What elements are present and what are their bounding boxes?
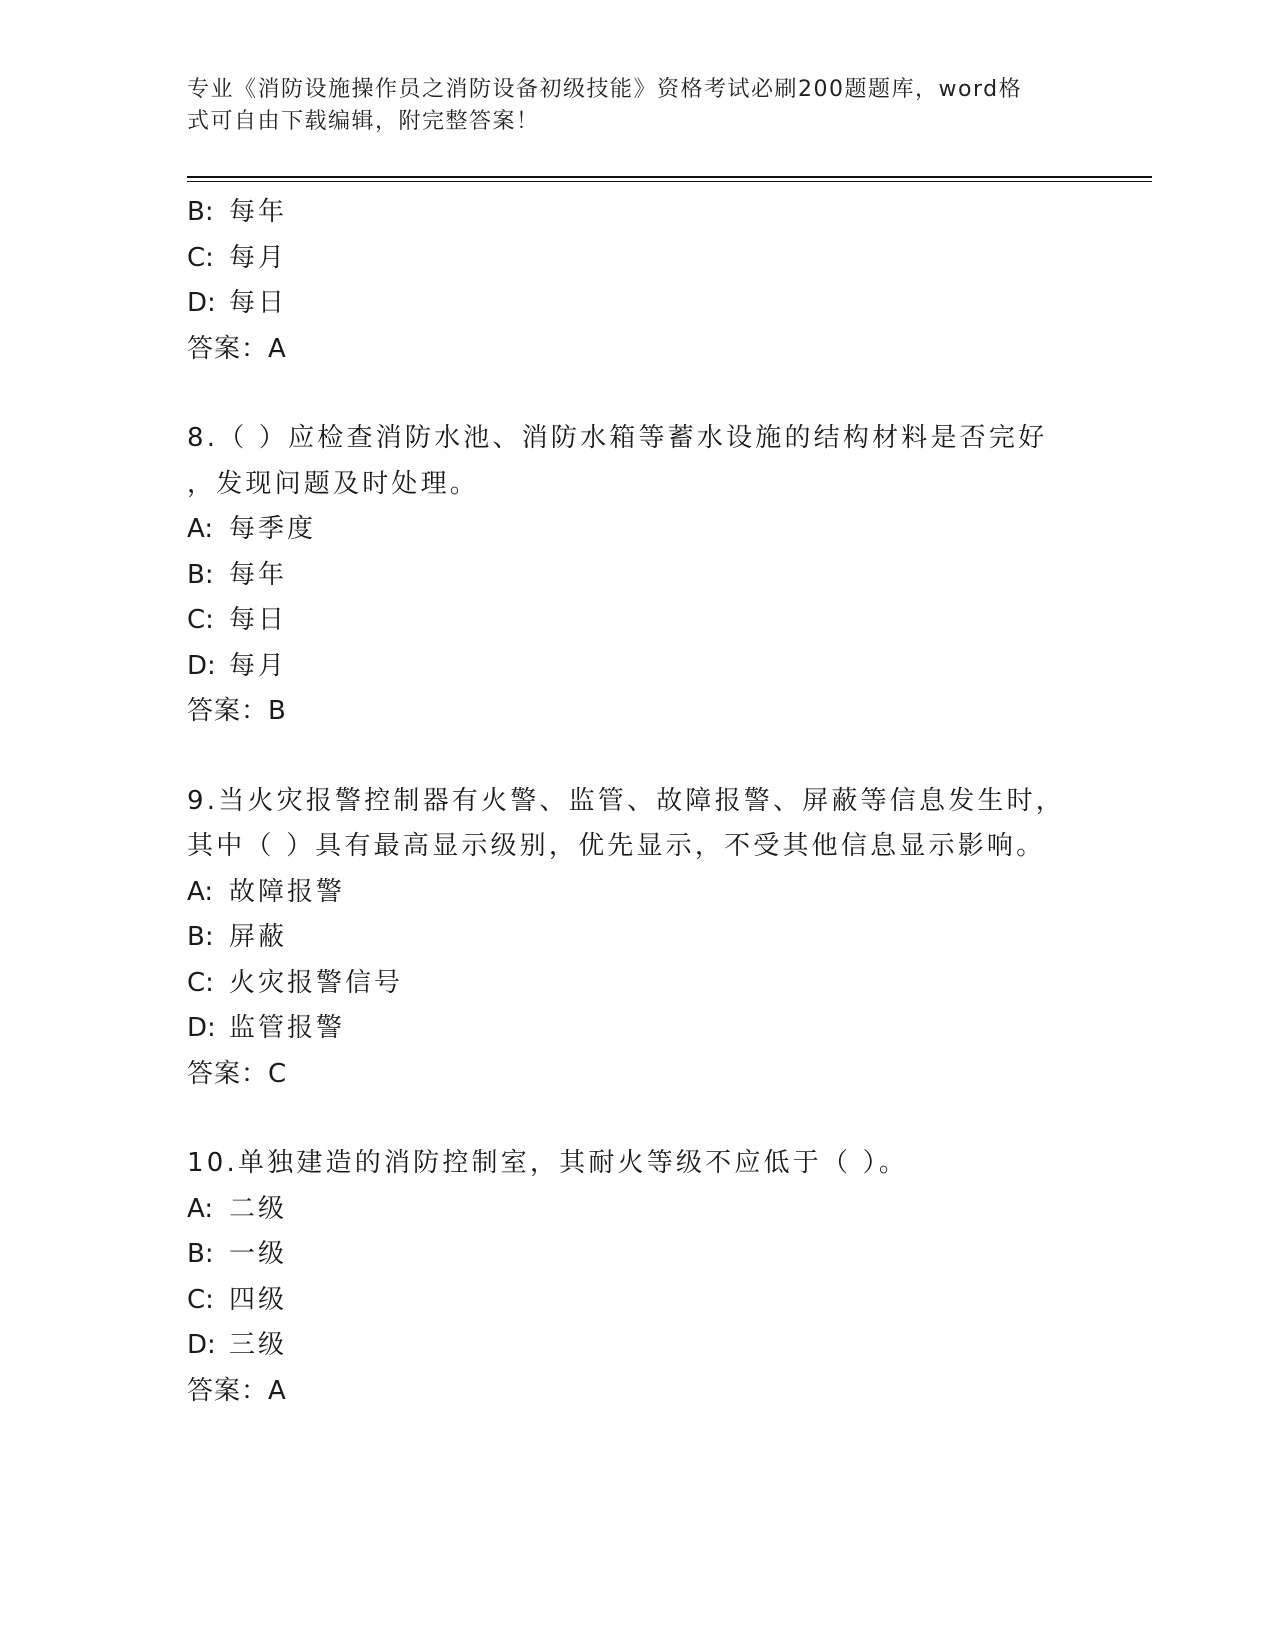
option-row	[187, 1323, 1087, 1369]
option-text: 火灾报警信号	[229, 967, 404, 998]
option-text: 四级	[229, 1284, 288, 1315]
option-text: 一级	[229, 1239, 288, 1269]
option-text: 每年	[229, 559, 288, 590]
question-text-line: ，发现问题及时处理。	[187, 468, 480, 499]
option-row	[187, 507, 1087, 553]
question-text-line: 8.（ ）应检查消防水池、消防水箱等蓄水设施的结构材料是否完好	[187, 423, 1048, 453]
answer-line: 答案：A	[187, 333, 287, 364]
option-text: 每日	[229, 288, 288, 318]
option-letter: D:	[187, 288, 216, 318]
option-letter: C:	[187, 967, 214, 998]
answer-line: 答案：B	[187, 696, 287, 726]
option-letter: D:	[187, 650, 216, 681]
option-row	[187, 553, 1087, 599]
option-letter: C:	[187, 1284, 214, 1315]
question-text-line: 10.单独建造的消防控制室，其耐火等级不应低于（ ）。	[187, 1148, 909, 1178]
option-letter: A:	[187, 876, 214, 907]
option-text: 二级	[229, 1193, 288, 1224]
header-divider-thin	[187, 181, 1152, 182]
option-row	[187, 190, 1087, 236]
question-9	[187, 779, 1087, 1098]
page-header	[187, 74, 1067, 138]
option-row	[187, 598, 1087, 644]
option-row	[187, 870, 1087, 916]
option-letter: D:	[187, 1013, 216, 1043]
question-content	[187, 190, 1087, 1414]
header-line-1: 专业《消防设施操作员之消防设备初级技能》资格考试必刷200题题库，word格	[187, 77, 1023, 102]
option-row	[187, 281, 1087, 327]
option-text: 监管报警	[229, 1013, 346, 1043]
option-text: 每月	[229, 242, 288, 273]
option-letter: B:	[187, 922, 214, 952]
option-letter: D:	[187, 1330, 216, 1360]
option-row	[187, 1187, 1087, 1233]
option-row	[187, 1278, 1087, 1324]
option-text: 每日	[229, 605, 288, 635]
option-letter: A:	[187, 514, 214, 544]
option-row	[187, 1006, 1087, 1052]
option-text: 故障报警	[229, 876, 346, 907]
option-text: 三级	[229, 1330, 288, 1360]
header-divider-thick	[187, 176, 1152, 178]
option-text: 屏蔽	[229, 922, 288, 952]
answer-line: 答案：C	[187, 1058, 288, 1089]
option-letter: B:	[187, 559, 214, 590]
option-text: 每年	[229, 197, 288, 227]
option-letter: B:	[187, 1239, 214, 1269]
option-row	[187, 961, 1087, 1007]
answer-line: 答案：A	[187, 1375, 287, 1406]
question-text-line: 其中（ ）具有最高显示级别，优先显示，不受其他信息显示影响。	[187, 831, 1046, 861]
option-letter: C:	[187, 242, 214, 273]
option-row	[187, 915, 1087, 961]
option-text: 每月	[229, 650, 288, 681]
option-row	[187, 236, 1087, 282]
option-row	[187, 1232, 1087, 1278]
question-text-line: 9.当火灾报警控制器有火警、监管、故障报警、屏蔽等信息发生时，	[187, 785, 1066, 816]
option-letter: C:	[187, 605, 214, 635]
question-10	[187, 1141, 1087, 1414]
option-row	[187, 644, 1087, 690]
option-letter: B:	[187, 197, 214, 227]
option-letter: A:	[187, 1193, 214, 1224]
partial-question	[187, 190, 1087, 372]
option-text: 每季度	[229, 514, 317, 544]
question-8	[187, 416, 1087, 735]
header-line-2: 式可自由下载编辑，附完整答案！	[187, 109, 540, 134]
